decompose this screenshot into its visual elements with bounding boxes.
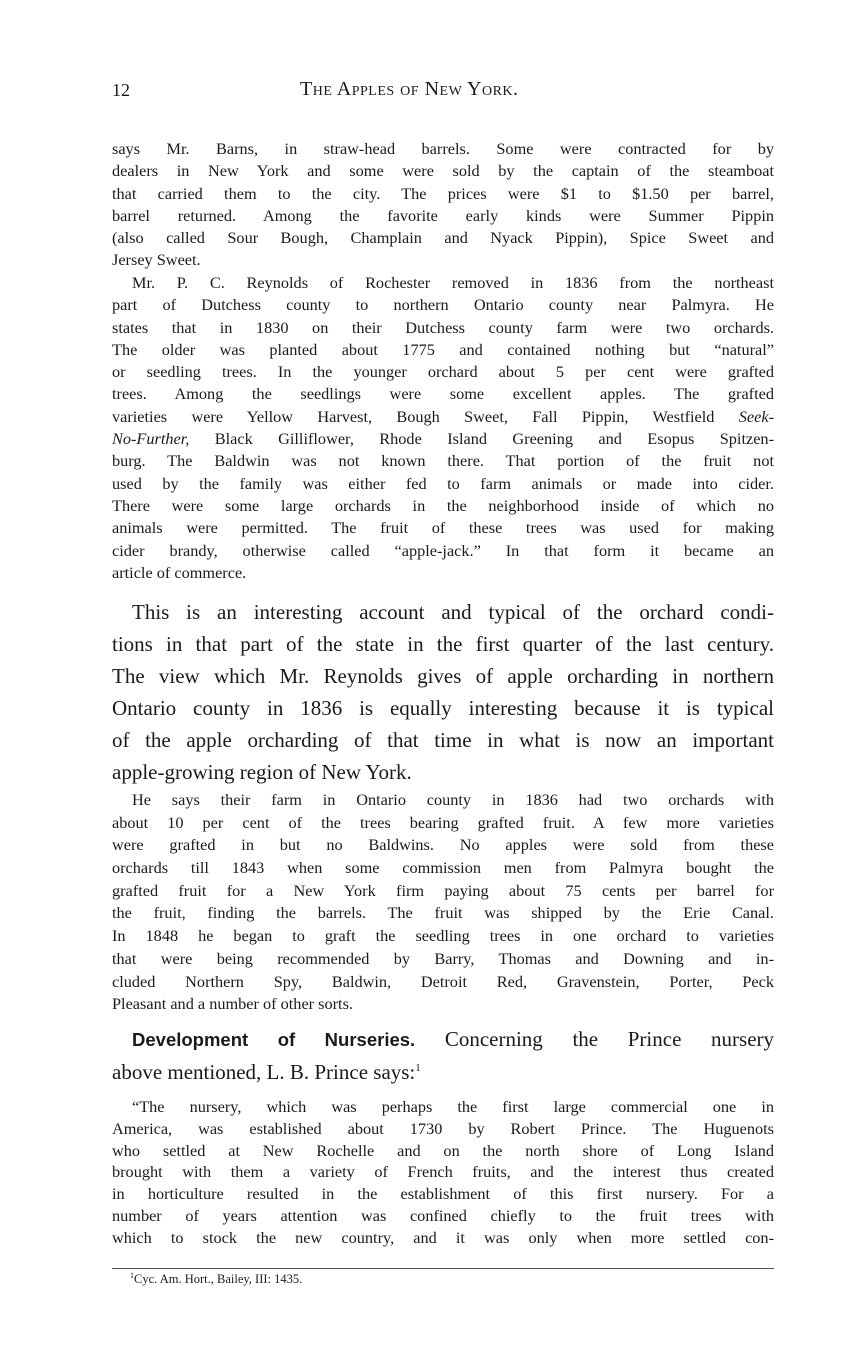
text-line: that carried them to the city. The prices were $1 to $1.50 per barrel,	[112, 183, 774, 203]
text-line: cluded Northern Spy, Baldwin, Detroit Red, Gravenstein, Porter, Peck	[112, 971, 774, 991]
text-line: about 10 per cent of the trees bearing grafted fruit. A few more varieties	[112, 812, 774, 832]
text-line	[112, 1056, 774, 1089]
text-line: apple-growing region of New York.	[112, 760, 412, 784]
section-heading: Development of Nurseries.	[132, 1029, 416, 1050]
text-line: states that in 1830 on their Dutchess county farm were two orchards.	[112, 317, 774, 337]
text-line: cider brandy, otherwise called “apple-jack.” In that form it became an	[112, 540, 774, 560]
text-line: America, was established about 1730 by Robert Prince. The Huguenots	[112, 1118, 774, 1138]
text-line: “The nursery, which was perhaps the first large commercial one in	[132, 1097, 774, 1116]
text-line: The older was planted about 1775 and contained nothing but “natural”	[112, 339, 774, 359]
text-line: of the apple orcharding of that time in what is now an important	[112, 728, 774, 752]
text-line: (also called Sour Bough, Champlain and Nyack Pippin), Spice Sweet and	[112, 228, 774, 248]
text-line: Pleasant and a number of other sorts.	[112, 994, 353, 1014]
italic-variety: No-Further,	[112, 429, 190, 449]
text-line: orchards till 1843 when some commission men from Palmyra bought the	[112, 858, 774, 878]
text-line: trees. Among the seedlings were some excellent apples. The grafted	[112, 384, 774, 404]
quotation	[112, 1096, 774, 1249]
text-line: brought with them a variety of French fruits, and the interest thus created	[112, 1162, 774, 1182]
text-segment: varieties were Yellow Harvest, Bough Sweet, Fall Pippin, Westfield	[112, 406, 739, 426]
text-line: dealers in New York and some were sold by the captain of the steamboat	[112, 161, 774, 181]
text-line: barrel returned. Among the favorite early kinds were Summer Pippin	[112, 205, 774, 225]
text-line	[112, 428, 774, 450]
running-head: The Apples of New York.	[300, 78, 519, 100]
text-line: Mr. P. C. Reynolds of Rochester removed in 1836 from the northeast	[132, 273, 774, 292]
text-line: grafted fruit for a New York firm paying about 75 cents per barrel for	[112, 880, 774, 900]
paragraph-2	[112, 272, 774, 584]
text-line: tions in that part of the state in the first quarter of the last century.	[112, 632, 774, 656]
text-line: that were being recommended by Barry, Thomas and Downing and in-	[112, 948, 774, 968]
text-line: Jersey Sweet.	[112, 250, 201, 270]
text-line: the fruit, finding the barrels. The fruit was shipped by the Erie Canal.	[112, 903, 774, 923]
text-line: He says their farm in Ontario county in 1836 had two orchards with	[132, 790, 774, 809]
text-line: part of Dutchess county to northern Ontario county near Palmyra. He	[112, 295, 774, 315]
text-line: used by the family was either fed to farm animals or made into cider.	[112, 473, 774, 493]
paragraph-3	[112, 596, 774, 788]
footnote	[130, 1272, 302, 1287]
text-line	[112, 1023, 774, 1056]
footnote-ref: 1	[415, 1062, 421, 1074]
text-line: In 1848 he began to graft the seedling trees in one orchard to varieties	[112, 926, 774, 946]
text-line: number of years attention was confined chiefly to the fruit trees with	[112, 1205, 774, 1225]
footnote-rule	[112, 1268, 774, 1269]
text-line: burg. The Baldwin was not known there. That portion of the fruit not	[112, 451, 774, 471]
text-segment: Concerning the Prince nursery	[444, 1027, 775, 1051]
italic-variety: Seek-	[738, 406, 774, 426]
text-line: This is an interesting account and typical of the orchard condi-	[132, 600, 774, 624]
text-line: Ontario county in 1836 is equally interesting because it is typical	[112, 696, 774, 720]
footnote-marker: 1	[130, 1271, 134, 1280]
footnote-text: Cyc. Am. Hort., Bailey, III: 1435.	[134, 1272, 303, 1286]
text-line: animals were permitted. The fruit of these trees was used for making	[112, 518, 774, 538]
text-line: article of commerce.	[112, 562, 247, 582]
text-segment: Black Gilliflower, Rhode Island Greening and Esopus Spitzen-	[189, 429, 774, 449]
paragraph-1	[112, 138, 774, 272]
text-line: says Mr. Barns, in straw-head barrels. Some were contracted for by	[112, 139, 774, 158]
text-line: were grafted in but no Baldwins. No apples were sold from these	[112, 835, 774, 855]
text-line: which to stock the new country, and it was only when more settled con-	[112, 1227, 774, 1247]
paragraph-4	[112, 789, 774, 1016]
text-line	[112, 406, 774, 428]
text-segment: above mentioned, L. B. Prince says:	[112, 1060, 416, 1084]
text-line: or seedling trees. In the younger orchard about 5 per cent were grafted	[112, 362, 774, 382]
page-number: 12	[112, 80, 130, 100]
text-line: in horticulture resulted in the establishment of this first nursery. For a	[112, 1184, 774, 1204]
text-line: The view which Mr. Reynolds gives of apple orcharding in northern	[112, 664, 774, 688]
text-line: who settled at New Rochelle and on the north shore of Long Island	[112, 1140, 774, 1160]
section-nurseries	[112, 1023, 774, 1089]
text-line: There were some large orchards in the neighborhood inside of which no	[112, 495, 774, 515]
